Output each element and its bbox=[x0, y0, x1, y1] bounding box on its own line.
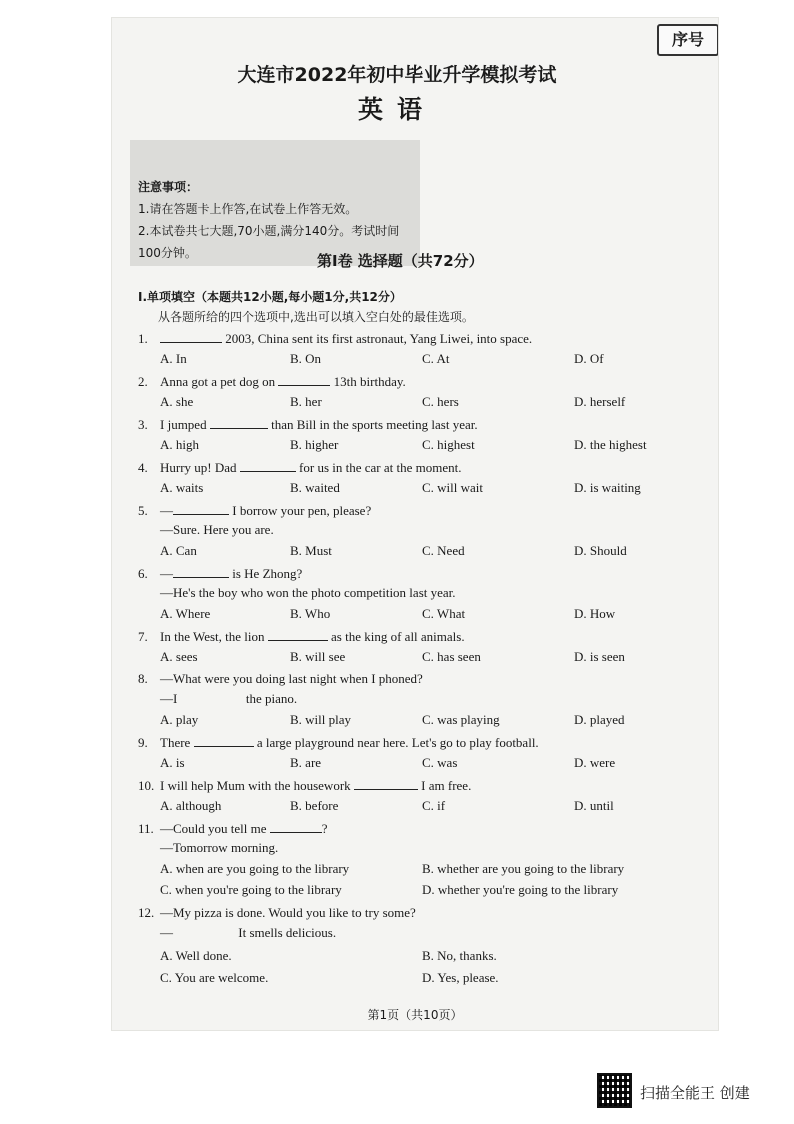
answer-blank[interactable] bbox=[270, 820, 322, 833]
option[interactable]: D. played bbox=[574, 712, 625, 727]
option[interactable]: C. highest bbox=[422, 437, 475, 452]
option[interactable]: D. were bbox=[574, 755, 616, 770]
answer-blank[interactable] bbox=[354, 777, 418, 790]
option[interactable]: D. is waiting bbox=[574, 480, 641, 495]
option[interactable]: D. is seen bbox=[574, 649, 625, 664]
exam-page bbox=[112, 18, 718, 1030]
option[interactable]: B. Must bbox=[290, 543, 332, 558]
option[interactable]: D. How bbox=[574, 606, 616, 621]
option[interactable]: D. the highest bbox=[574, 437, 647, 452]
option[interactable]: B. will play bbox=[290, 712, 352, 727]
option[interactable]: A. when are you going to the library bbox=[160, 861, 350, 876]
option[interactable]: A. Can bbox=[160, 543, 197, 558]
qr-code-icon bbox=[597, 1073, 632, 1108]
question-4: 4. Hurry up! Dad for us in the car at the moment. bbox=[138, 460, 462, 475]
option[interactable]: D. Should bbox=[574, 543, 627, 558]
question-2: 2. Anna got a pet dog on 13th birthday. bbox=[138, 374, 406, 389]
answer-blank[interactable] bbox=[278, 373, 330, 386]
question-8: 8. —What were you doing last night when I phoned? bbox=[138, 671, 423, 686]
section-heading: Ⅰ.单项填空（本题共12小题,每小题1分,共12分） bbox=[138, 290, 402, 304]
option[interactable]: C. has seen bbox=[422, 649, 481, 664]
option[interactable]: D. until bbox=[574, 798, 614, 813]
option[interactable]: A. Well done. bbox=[160, 948, 232, 963]
question-6: 6. — is He Zhong? bbox=[138, 566, 303, 581]
dialog-line: —I the piano. bbox=[160, 691, 298, 706]
answer-blank[interactable] bbox=[173, 502, 229, 515]
option[interactable]: C. when you're going to the library bbox=[160, 882, 342, 897]
option[interactable]: A. although bbox=[160, 798, 222, 813]
option[interactable]: C. At bbox=[422, 351, 450, 366]
option[interactable]: A. Where bbox=[160, 606, 211, 621]
option[interactable]: B. On bbox=[290, 351, 322, 366]
part-title: 第Ⅰ卷 选择题（共72分） bbox=[317, 252, 484, 270]
answer-blank[interactable] bbox=[268, 628, 328, 641]
option[interactable]: B. waited bbox=[290, 480, 340, 495]
option[interactable]: A. she bbox=[160, 394, 194, 409]
question-10: 10. I will help Mum with the housework I am free. bbox=[138, 778, 472, 793]
scanner-watermark: 扫描全能王 创建 bbox=[640, 1084, 750, 1102]
option[interactable]: B. are bbox=[290, 755, 322, 770]
dialog-line: —Sure. Here you are. bbox=[160, 522, 274, 537]
answer-blank[interactable] bbox=[240, 459, 296, 472]
option[interactable]: B. higher bbox=[290, 437, 339, 452]
option[interactable]: B. before bbox=[290, 798, 339, 813]
question-7: 7. In the West, the lion as the king of all animals. bbox=[138, 629, 465, 644]
exam-subject: 英语 bbox=[357, 95, 436, 124]
notice-heading: 注意事项： bbox=[138, 180, 199, 194]
dialog-line: —Tomorrow morning. bbox=[160, 840, 279, 855]
question-9: 9. There a large playground near here. Let's go to play football. bbox=[138, 735, 539, 750]
answer-blank[interactable] bbox=[194, 734, 254, 747]
exam-title: 大连市2022年初中毕业升学模拟考试 bbox=[237, 64, 557, 86]
answer-blank[interactable] bbox=[173, 565, 229, 578]
section-instruction: 从各题所给的四个选项中,选出可以填入空白处的最佳选项。 bbox=[158, 310, 474, 324]
answer-blank[interactable] bbox=[160, 330, 222, 343]
option[interactable]: A. high bbox=[160, 437, 199, 452]
option[interactable]: A. In bbox=[160, 351, 187, 366]
option[interactable]: C. hers bbox=[422, 394, 459, 409]
option[interactable]: C. was playing bbox=[422, 712, 500, 727]
question-1: 1. 2003, China sent its first astronaut, Yang Liwei, into space. bbox=[138, 331, 533, 346]
option[interactable]: C. What bbox=[422, 606, 466, 621]
notice-item: 1.请在答题卡上作答,在试卷上作答无效。 bbox=[138, 202, 358, 216]
question-11: 11. —Could you tell me ? bbox=[138, 821, 328, 836]
option[interactable]: B. her bbox=[290, 394, 322, 409]
option[interactable]: B. No, thanks. bbox=[422, 948, 497, 963]
option[interactable]: A. waits bbox=[160, 480, 204, 495]
answer-blank[interactable] bbox=[210, 416, 268, 429]
dialog-line: — It smells delicious. bbox=[160, 925, 337, 940]
question-5: 5. — I borrow your pen, please? bbox=[138, 503, 372, 518]
option[interactable]: D. Yes, please. bbox=[422, 970, 499, 985]
option[interactable]: C. will wait bbox=[422, 480, 484, 495]
option[interactable]: C. You are welcome. bbox=[160, 970, 269, 985]
notice-box bbox=[130, 140, 420, 266]
option[interactable]: A. play bbox=[160, 712, 199, 727]
option[interactable]: C. was bbox=[422, 755, 458, 770]
question-12: 12. —My pizza is done. Would you like to try some? bbox=[138, 905, 416, 920]
option[interactable]: B. Who bbox=[290, 606, 331, 621]
option[interactable]: C. Need bbox=[422, 543, 465, 558]
option[interactable]: A. sees bbox=[160, 649, 198, 664]
question-3: 3. I jumped than Bill in the sports meeting last year. bbox=[138, 417, 478, 432]
option[interactable]: B. whether are you going to the library bbox=[422, 861, 625, 876]
option[interactable]: B. will see bbox=[290, 649, 346, 664]
option[interactable]: D. whether you're going to the library bbox=[422, 882, 619, 897]
notice-item: 2.本试卷共七大题,70小题,满分140分。考试时间100分钟。 bbox=[138, 224, 400, 260]
option[interactable]: A. is bbox=[160, 755, 185, 770]
option[interactable]: D. Of bbox=[574, 351, 604, 366]
dialog-line: —He's the boy who won the photo competition last year. bbox=[160, 585, 456, 600]
serial-number-sticker: 序号 bbox=[657, 24, 718, 56]
option[interactable]: D. herself bbox=[574, 394, 626, 409]
page-number: 第1页（共10页） bbox=[367, 1008, 463, 1022]
option[interactable]: C. if bbox=[422, 798, 446, 813]
